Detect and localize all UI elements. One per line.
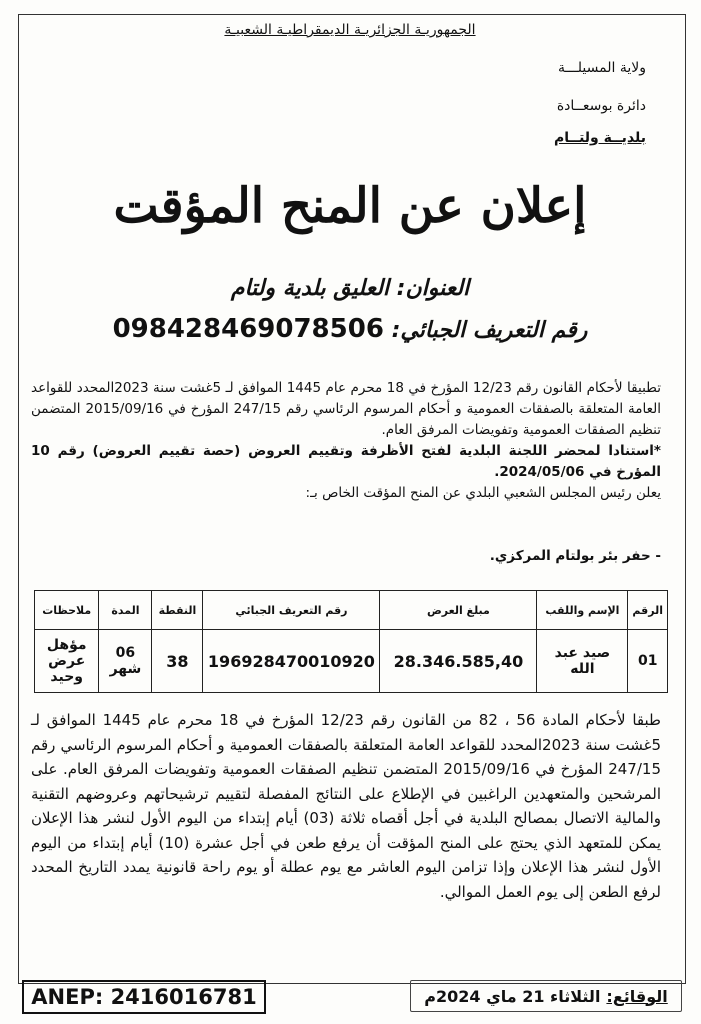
wilaya-line: ولاية المسيلـــة [557,60,646,76]
col-score: النقطة [152,591,203,630]
table-header-row [35,591,668,630]
anep-reference: ANEP: 2416016781 [22,980,266,1014]
project-name: - حفر بئر بولتام المركزي. [489,548,661,564]
tax-id-line [60,314,640,344]
col-number: الرقم [628,591,668,630]
republic-heading: الجمهوريـة الجزائريـة الديمقراطيـة الشعبيـة [224,22,476,38]
commune-line: بلديــة ولتــام [553,130,646,146]
legal-basis-text: تطبيقا لأحكام القانون رقم 12/23 المؤرخ في 18 محرم عام 1445 الموافق لـ 5غشت سنة 2023المحدد للقواعد العامة المتعلقة بالصفقات العمومية و أحكام المرسوم الرئاسي رقم 247/15 المؤرخ في 2015/09/16 المتضمن تنظيم الصفقات العمومية وتفويضات المرفق العام. [31,380,661,438]
legal-paragraph-1 [31,378,661,504]
col-amount: مبلغ العرض [380,591,537,630]
announcement-intro: يعلن رئيس المجلس الشعبي البلدي عن المنح المؤقت الخاص بـ: [305,485,661,501]
cell-number: 01 [628,630,668,693]
cell-notes: مؤهل عرض وحيد [35,630,99,693]
col-tax-id: رقم التعريف الجبائي [203,591,380,630]
address-line: العنوان: العليق بلدية ولتام [230,276,470,301]
tax-id-value: 098428469078506 [112,314,384,344]
col-name: الإسم واللقب [537,591,628,630]
daira-line: دائرة بوسعــادة [556,98,646,114]
cell-amount: 28.346.585,40 [380,630,537,693]
award-table [34,590,668,693]
cell-duration: 06 شهر [99,630,152,693]
cell-tax-id: 196928470010920 [203,630,380,693]
table-row [35,630,668,693]
announcement-title: إعلان عن المنح المؤقت [113,178,587,234]
date-label: الوقائع: [606,986,668,1006]
committee-minutes-text: *استنادا لمحضر اللجنة البلدية لفتح الأظرفة وتقييم العروض (حصة تقييم العروض) رقم 10 المؤرخ في 2024/05/06. [31,443,661,480]
cell-name: صيد عبد الله [537,630,628,693]
publication-date [410,980,682,1012]
legal-paragraph-2: طبقا لأحكام المادة 56 ، 82 من القانون رقم 12/23 المؤرخ في 18 محرم عام 1445 الموافق لـ 5غشت سنة 2023المحدد للقواعد العامة المتعلقة بالصفقات العمومية و أحكام المرسوم الرئاسي رقم 247/15 المؤرخ في 2015/09/16 المتضمن تنظيم الصفقات العمومية وتفويضات المرفق العام. على المرشحين والمتعهدين الراغبين في الإطلاع على النتائج المفصلة لتقييم ترشيحاتهم وعروضهم التقنية والمالية الاتصال بمصالح البلدية في أجل أقصاه ثلاثة (03) أيام إبتداء من اليوم الأول لنشر هذا الإعلان يمكن للمتعهد الذي يحتج على المنح المؤقت أن يرفع طعن في أجل عشرة (10) أيام إبتداء من اليوم الأول لنشر هذا الإعلان وإذا تزامن اليوم العاشر مع يوم عطلة أو يوم راحة قانونية يمدد التاريخ المحدد لرفع الطعن إلى يوم العمل الموالي. [31,711,662,901]
cell-score: 38 [152,630,203,693]
tax-id-label: رقم التعريف الجبائي: [391,318,588,343]
col-duration: المدة [99,591,152,630]
col-notes: ملاحظات [35,591,99,630]
date-value: الثلاثاء 21 ماي 2024م [424,986,601,1006]
